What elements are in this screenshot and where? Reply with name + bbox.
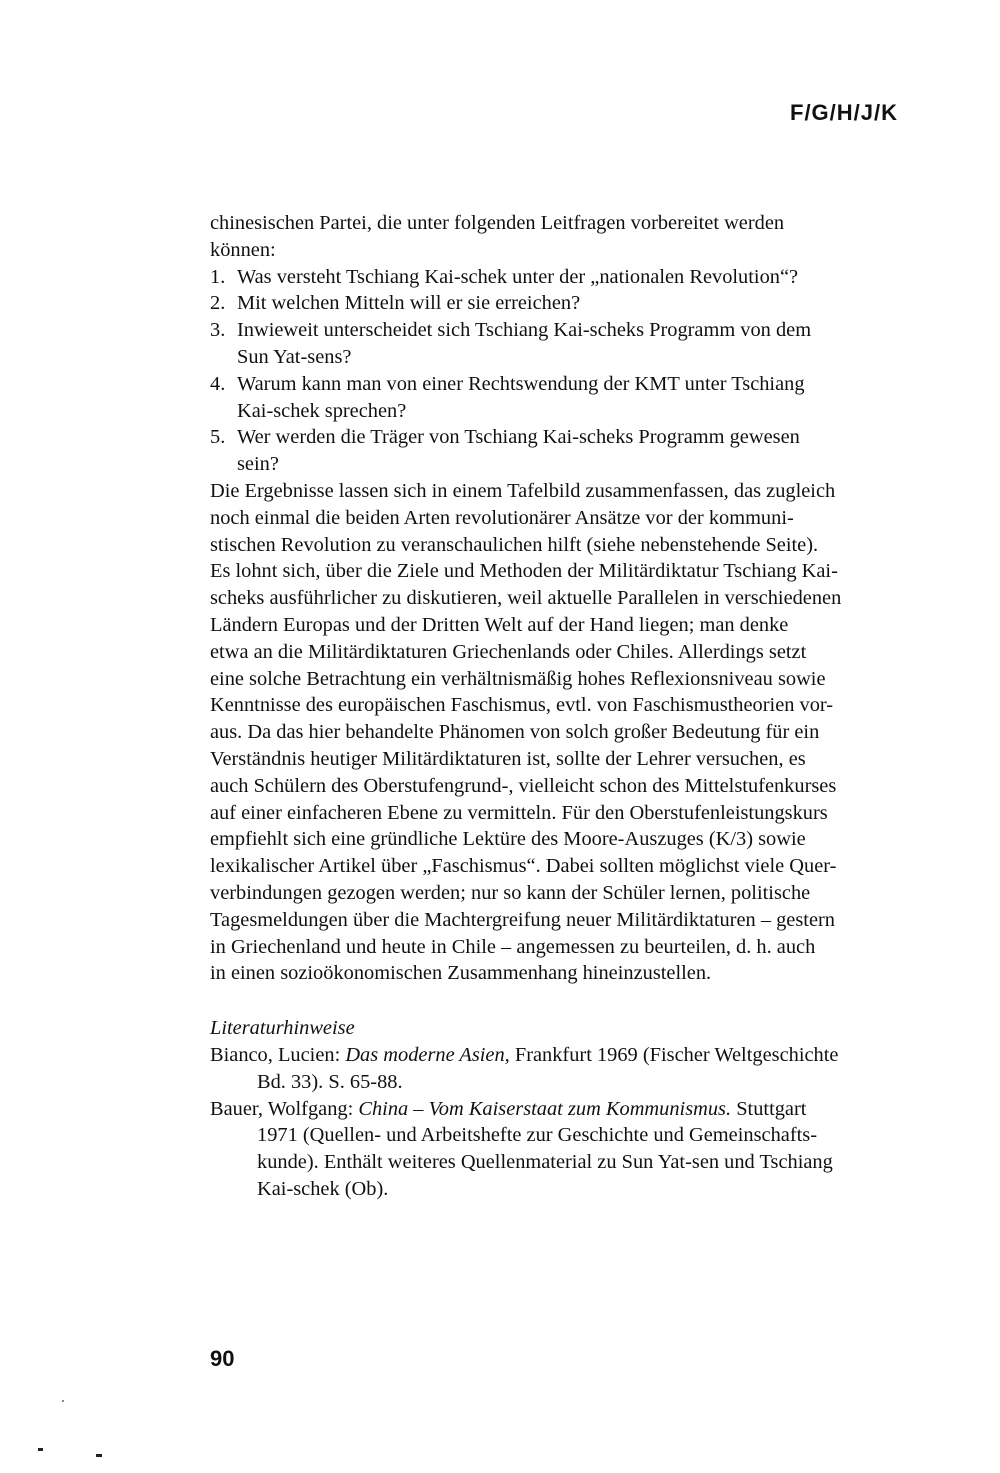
- question-item: [210, 317, 950, 344]
- entry-title: China – Vom Kaiserstaat zum Kommunismus.: [358, 1097, 732, 1120]
- literature-section: [210, 1015, 950, 1203]
- question-number: 4.: [210, 372, 226, 395]
- paragraph-line: Ländern Europas und der Dritten Welt auf der Hand liegen; man denke: [210, 613, 789, 636]
- entry-continuation: kunde). Enthält weiteres Quellenmaterial zu Sun Yat-sen und Tschiang: [257, 1151, 833, 1174]
- paragraph-line: auch Schülern des Oberstufengrund-, vielleicht schon des Mittelstufenkurses: [210, 774, 837, 797]
- question-text: Inwieweit unterscheidet sich Tschiang Kai-scheks Programm von dem: [237, 319, 812, 342]
- paragraph-line: Tagesmeldungen über die Machtergreifung neuer Militärdiktaturen – gestern: [210, 908, 835, 931]
- question-number: 2.: [210, 292, 226, 315]
- scan-speck: [96, 1454, 102, 1457]
- entry-title: Das moderne Asien,: [345, 1043, 510, 1066]
- paragraph-line: empfiehlt sich eine gründliche Lektüre des Moore-Auszuges (K/3) sowie: [210, 828, 806, 851]
- paragraph-line: etwa an die Militärdiktaturen Griechenlands oder Chiles. Allerdings setzt: [210, 640, 807, 663]
- entry-continuation: Bd. 33). S. 65-88.: [257, 1070, 403, 1093]
- paragraph-line: in einen sozioökonomischen Zusammenhang hineinzustellen.: [210, 962, 712, 985]
- paragraph-line: aus. Da das hier behandelte Phänomen von solch großer Bedeutung für ein: [210, 721, 820, 744]
- page-number: 90: [210, 1346, 235, 1371]
- question-item: [210, 371, 950, 398]
- section-gap: [210, 987, 950, 1015]
- question-number: 5.: [210, 426, 226, 449]
- paragraph-line: Kenntnisse des europäischen Faschismus, evtl. von Faschismustheorien vor-: [210, 694, 834, 717]
- main-text: [210, 210, 950, 1203]
- question-continuation: sein?: [237, 453, 279, 476]
- question-item: [210, 264, 950, 291]
- scan-speck: [62, 1400, 64, 1402]
- question-text: Warum kann man von einer Rechtswendung der KMT unter Tschiang: [237, 372, 805, 395]
- paragraph-line: in Griechenland und heute in Chile – angemessen zu beurteilen, d. h. auch: [210, 935, 816, 958]
- question-continuation: Kai-schek sprechen?: [237, 399, 407, 422]
- paragraph-line: noch einmal die beiden Arten revolutionärer Ansätze vor der kommuni-: [210, 506, 794, 529]
- paragraph-line: lexikalischer Artikel über „Faschismus“. Dabei sollten möglichst viele Quer-: [210, 855, 837, 878]
- entry-details: Frankfurt 1969 (Fischer Weltgeschichte: [509, 1043, 839, 1066]
- question-continuation: Sun Yat-sens?: [237, 345, 352, 368]
- paragraph-line: verbindungen gezogen werden; nur so kann der Schüler lernen, politische: [210, 881, 811, 904]
- literature-heading: Literaturhinweise: [210, 1017, 355, 1040]
- running-head: F/G/H/J/K: [790, 100, 899, 125]
- paragraph-line: eine solche Betrachtung ein verhältnismäßig hohes Reflexionsniveau sowie: [210, 667, 826, 690]
- entry-continuation: Kai-schek (Ob).: [257, 1177, 389, 1200]
- question-text: Was versteht Tschiang Kai-schek unter der „nationalen Revolution“?: [237, 265, 799, 288]
- question-number: 1.: [210, 265, 226, 288]
- entry-continuation: 1971 (Quellen- und Arbeitshefte zur Geschichte und Gemeinschafts-: [257, 1124, 817, 1147]
- entry-author: Bauer, Wolfgang:: [210, 1097, 359, 1120]
- question-item: [210, 290, 950, 317]
- question-number: 3.: [210, 319, 226, 342]
- intro-line: können:: [210, 238, 276, 261]
- question-item: [210, 424, 950, 451]
- paragraph-line: scheks ausführlicher zu diskutieren, weil aktuelle Parallelen in verschiedenen: [210, 587, 842, 610]
- paragraph-line: Verständnis heutiger Militärdiktaturen ist, sollte der Lehrer versuchen, es: [210, 747, 806, 770]
- question-text: Mit welchen Mitteln will er sie erreichen?: [237, 292, 581, 315]
- question-list: [210, 264, 950, 478]
- question-text: Wer werden die Träger von Tschiang Kai-scheks Programm gewesen: [237, 426, 800, 449]
- paragraph-line: stischen Revolution zu veranschaulichen hilft (siehe nebenstehende Seite).: [210, 533, 819, 556]
- body-paragraph: [210, 478, 950, 987]
- literature-entry: [210, 1042, 950, 1069]
- paragraph-line: auf einer einfacheren Ebene zu vermitteln. Für den Oberstufenleistungskurs: [210, 801, 828, 824]
- scan-speck: [38, 1448, 43, 1451]
- paragraph-line: Es lohnt sich, über die Ziele und Methoden der Militärdiktatur Tschiang Kai-: [210, 560, 838, 583]
- entry-author: Bianco, Lucien:: [210, 1043, 346, 1066]
- entry-details: Stuttgart: [731, 1097, 807, 1120]
- intro-line: chinesischen Partei, die unter folgenden Leitfragen vorbereitet werden: [210, 212, 785, 234]
- paragraph-line: Die Ergebnisse lassen sich in einem Tafelbild zusammenfassen, das zugleich: [210, 479, 836, 502]
- literature-entry: [210, 1096, 950, 1123]
